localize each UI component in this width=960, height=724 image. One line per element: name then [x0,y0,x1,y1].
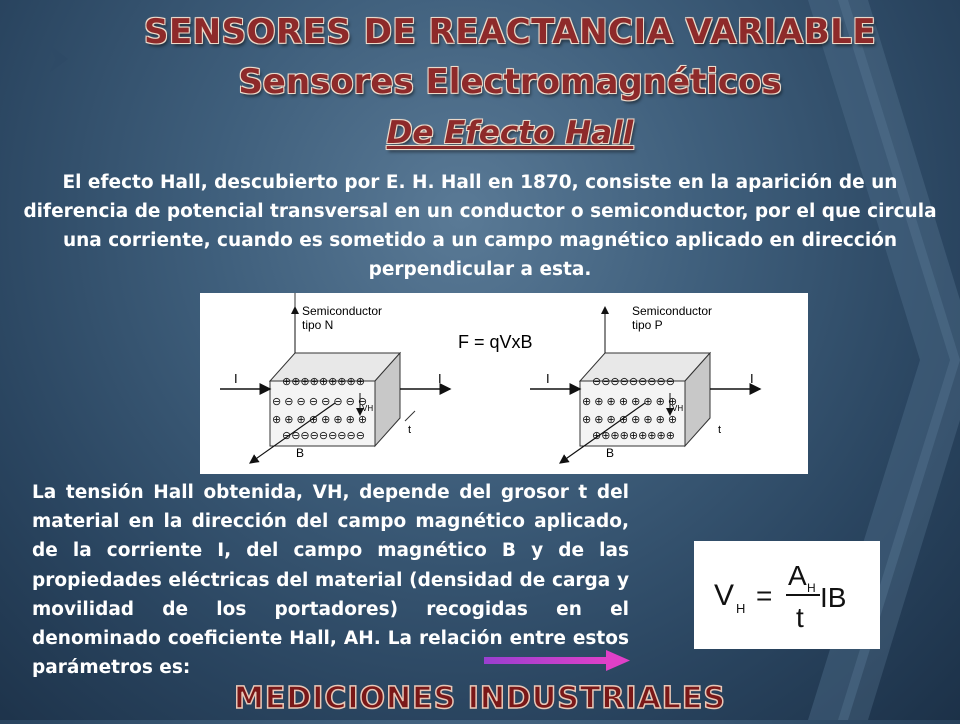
current-out-label-p: I [750,371,754,386]
n-type-sublabel: tipo N [302,318,334,332]
thickness-label-left: t [408,424,412,436]
eq-numerator-sub: H [807,581,816,595]
svg-text:⊖ ⊖ ⊖ ⊖ ⊖ ⊖ ⊖ ⊖: ⊖ ⊖ ⊖ ⊖ ⊖ ⊖ ⊖ ⊖ [272,396,368,408]
force-formula: F = qVxB [458,332,533,352]
plus-charges: ⊕⊕⊕⊕⊕⊕⊕⊕⊕ [282,376,365,388]
footer-text: MEDICIONES INDUSTRIALES [233,681,727,716]
semiconductor-n-block [220,293,450,463]
eq-numerator: A [788,560,807,591]
p-type-sublabel: tipo P [632,318,663,332]
thickness-label-right: t [718,424,722,436]
svg-text:⊕⊕⊕⊕⊕⊕⊕⊕⊕: ⊕⊕⊕⊕⊕⊕⊕⊕⊕ [592,430,675,442]
eq-lhs: V [714,579,735,612]
svg-text:⊖⊖⊖⊖⊖⊖⊖⊖⊖: ⊖⊖⊖⊖⊖⊖⊖⊖⊖ [592,376,675,388]
slide-section-title: De Efecto Hall [386,115,634,151]
eq-rhs: IB [820,582,847,613]
field-label-left: B [296,446,305,460]
eq-lhs-sub: H [736,601,746,616]
arrow-icon [484,650,630,672]
hall-voltage-equation [694,541,880,649]
slide-title: SENSORES DE REACTANCIA VARIABLE [143,12,877,52]
eq-denominator: t [796,602,804,633]
intro-paragraph: El efecto Hall, descubierto por E. H. Hall en 1870, consiste en la aparición de un diferencia de potencial transversal en un conductor o semiconductor, por el que circula una corriente, cuando es sometido a un campo magnético aplicado en dirección perpendicular a esta. [23,172,937,280]
vh-label-left: VH [362,404,374,413]
hall-effect-diagram [200,293,808,474]
slide-subtitle: Sensores Electromagnéticos [238,62,782,102]
eq-equals: = [756,580,773,611]
n-type-label: Semiconductor [302,304,383,318]
current-in-label-p: I [546,371,550,386]
svg-text:⊕ ⊕ ⊕ ⊕ ⊕ ⊕ ⊕ ⊕: ⊕ ⊕ ⊕ ⊕ ⊕ ⊕ ⊕ ⊕ [582,396,678,408]
bullet-chevron-icon [48,44,70,74]
p-type-label: Semiconductor [632,304,713,318]
field-label-right: B [606,446,615,460]
vh-label-right: VH [672,404,684,413]
body-paragraph: La tensión Hall obtenida, VH, depende del grosor t del material en la dirección del campo magnético aplicado, de la corriente I, del campo magnético B y de las propiedades eléctricas del material (densidad de carga y movilidad de los portadores) recogidas en el denominado coeficiente Hall, AH. La relación entre estos parámetros es: [32,482,629,679]
current-out-label: I [438,371,442,386]
footer-wordmark [230,670,730,720]
svg-text:⊕ ⊕ ⊕ ⊕ ⊕ ⊕ ⊕ ⊕: ⊕ ⊕ ⊕ ⊕ ⊕ ⊕ ⊕ ⊕ [582,414,678,426]
svg-text:⊕ ⊕ ⊕ ⊕ ⊕ ⊕ ⊕ ⊕: ⊕ ⊕ ⊕ ⊕ ⊕ ⊕ ⊕ ⊕ [272,414,368,426]
current-in-label: I [234,371,238,386]
minus-charges: ⊖⊖⊖⊖⊖⊖⊖⊖⊖ [282,430,365,442]
